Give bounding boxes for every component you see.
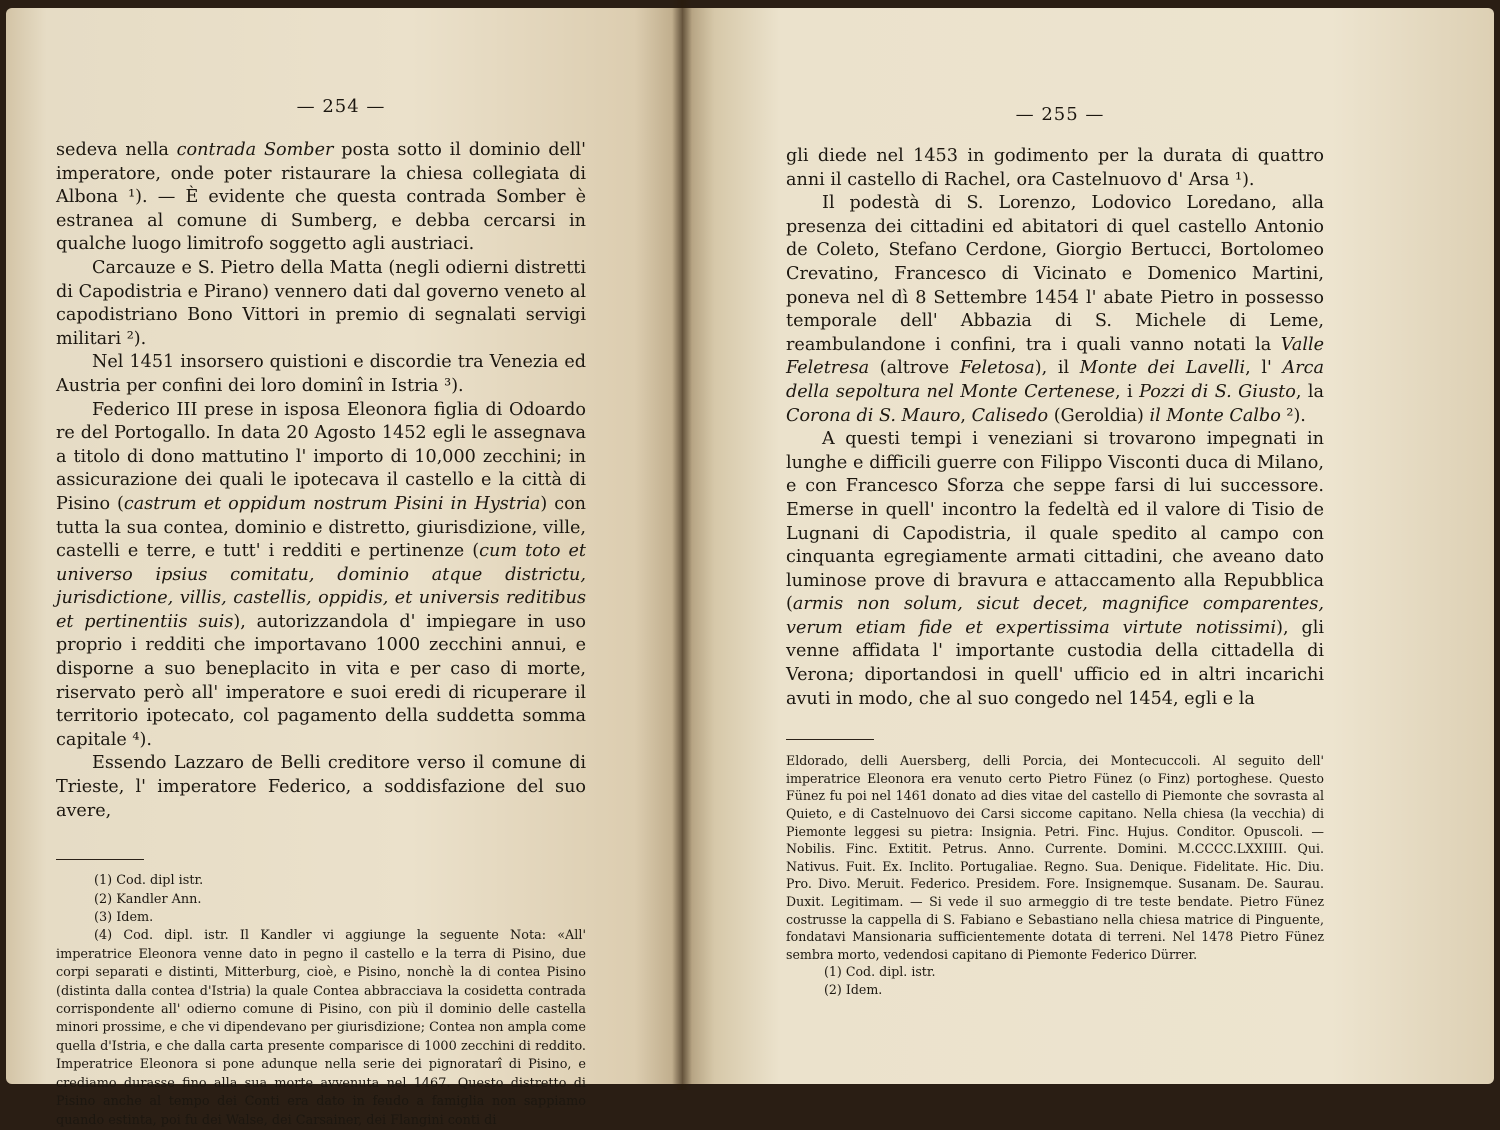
paragraph: Carcauze e S. Pietro della Matta (negli odierni distretti di Capodistria e Pirano) vennero dati dal governo veneto al capodistriano Bono Vittori in premio di segnalati servigi militari ²). bbox=[56, 257, 586, 349]
footnote: (1) Cod. dipl. istr. bbox=[824, 964, 936, 980]
paragraph: gli diede nel 1453 in godimento per la durata di quattro anni il castello di Rachel, ora Castelnuovo d' Arsa ¹). bbox=[786, 146, 1324, 190]
footnote: Eldorado, delli Auersberg, delli Porcia, dei Montecuccoli. Al seguito dell' imperatrice Eleonora era venuto certo Pietro Fünez (o Finz) portoghese. Questo Fünez fu poi nel 1461 donato ad dies vitae del castello di Piemonte che sovrasta al Quieto, e di Castelnuovo dei Carsi siccome capitano. Nella chiesa (la vecchia) di Piemonte leggesi su pietra: Insignia. Petri. Finc. Hujus. Conditor. Opuscoli. — Nobilis. Finc. Extitit. Petrus. Anno. Currente. Domini. M.CCCC.LXXIIII. Qui. Nativus. Fuit. Ex. Inclito. Portugaliae. Regno. Sua. Denique. Fidelitate. Hic. Diu. Pro. Divo. Meruit. Federico. Presidem. Fore. Insignemque. Susanam. De. Saurau. Duxit. Legitimam. — Si vede il suo armeggio di tre teste bendate. Pietro Fünez costrusse la cappella di S. Fabiano e Sebastiano nella chiesa matrice di Pinguente, fondatavi Mansionaria sufficientemente dotata di terreni. Nel 1478 Pietro Fünez sembra morto, vedendosi capitano di Piemonte Federico Dürrer. bbox=[786, 753, 1324, 962]
footnote: (1) Cod. dipl istr. bbox=[94, 873, 204, 889]
body-text bbox=[786, 145, 1324, 711]
footnote-rule bbox=[56, 859, 144, 860]
book-gutter bbox=[672, 0, 692, 1090]
footnote: (2) Kandler Ann. bbox=[94, 891, 202, 907]
footnotes bbox=[786, 752, 1324, 998]
footnote: (4) Cod. dipl. istr. Il Kandler vi aggiunge la seguente Nota: «All' imperatrice Eleonora venne dato in pegno il castello e la terra di Pisino, due corpi separati e distinti, Mitterburg, cioè, e Pisino, nonchè la di contea Pisino (distinta dalla contea d'Istria) la quale Contea abbracciava la cosidetta contrada corrispondente all' odierno comune di Pisino, con più il dominio delle castella minori prossime, e che vi dipendevano per giurisdizione; Contea non ampla come quella d'Istria, e che dalla carta presente comparisce di 1000 zecchini di reddito. Imperatrice Eleonora si pone adunque nella serie dei pignoratarî di Pisino, e crediamo durasse fino alla sua morte avvenuta nel 1467. Questo distretto di Pisino anche al tempo dei Conti era dato in feudo a famiglia non sappiamo quando estinta, poi fu dei Walse, dei Carsainer, dei Flangini conti di bbox=[56, 928, 586, 1128]
footnotes bbox=[56, 872, 586, 1130]
footnote: (2) Idem. bbox=[824, 981, 883, 997]
paragraph: Federico III prese in isposa Eleonora figlia di Odoardo re del Portogallo. In data 20 Agosto 1452 egli le assegnava a titolo di dono mattutino l' importo di 10,000 zecchini; in assicurazione dei quali le ipotecava il castello e la città di Pisino (castrum et oppidum nostrum Pisini in Hystria) con tutta la sua contea, dominio e distretto, giurisdizione, ville, castelli e terre, e tutt' i redditi e pertinenze (cum toto et universo ipsius comitatu, dominio atque districtu, jurisdictione, villis, castellis, oppidis, et universis reditibus et pertinentiis suis), autorizzandola d' impiegare in uso proprio i redditi che importavano 1000 zecchini annui, e disporne a suo beneplacito in vita e per caso di morte, riservato però all' imperatore e suoi eredi di ricuperare il territorio ipotecato, col pagamento della suddetta somma capitale ⁴). bbox=[56, 399, 586, 750]
body-text bbox=[56, 139, 586, 823]
paragraph: A questi tempi i veneziani si trovarono impegnati in lunghe e difficili guerre con Filippo Visconti duca di Milano, e con Francesco Sforza che seppe farsi di lui successore. Emerse in quell' incontro la fedeltà ed il valore di Tisio de Lugnani di Capodistria, il quale spedito al campo con cinquanta egregiamente armati cittadini, che aveano dato luminose prove di bravura e attaccamento alla Repubblica (armis non solum, sicut decet, magnifice comparentes, verum etiam fide et expertissima virtute notissimi), gli venne affidata l' importante custodia della cittadella di Verona; diportandosi in quell' ufficio ed in altri incarichi avuti in modo, che al suo congedo nel 1454, egli e la bbox=[786, 429, 1324, 709]
right-page bbox=[682, 8, 1494, 1084]
paragraph: Nel 1451 insorsero quistioni e discordie tra Venezia ed Austria per confini dei loro dominî in Istria ³). bbox=[56, 352, 586, 396]
paragraph: Essendo Lazzaro de Belli creditore verso il comune di Trieste, l' imperatore Federico, a soddisfazione del suo avere, bbox=[56, 753, 586, 821]
left-page bbox=[6, 8, 682, 1128]
paragraph: Il podestà di S. Lorenzo, Lodovico Loredano, alla presenza dei cittadini ed abitatori di quel castello Antonio de Coleto, Stefano Cerdone, Giorgio Bertucci, Bortolomeo Crevatino, Francesco di Vicinato e Domenico Martini, poneva nel dì 8 Settembre 1454 l' abate Pietro in possesso temporale dell' Abbazia di S. Michele di Leme, reambulandone i confini, tra i quali vanno notati la Valle Feletresa (altrove Feletosa), il Monte dei Lavelli, l' Arca della sepoltura nel Monte Certenese, i Pozzi di S. Giusto, la Corona di S. Mauro, Calisedo (Geroldia) il Monte Calbo ²). bbox=[786, 193, 1324, 426]
page-number: — 255 — bbox=[1015, 104, 1105, 125]
page-number: — 254 — bbox=[296, 96, 386, 117]
paragraph: sedeva nella contrada Somber posta sotto il dominio dell' imperatore, onde poter ristaurare la chiesa collegiata di Albona ¹). — È evidente che questa contrada Somber è estranea al comune di Sumberg, e debba cercarsi in qualche luogo limitrofo soggetto agli austriaci. bbox=[56, 140, 587, 255]
footnote: (3) Idem. bbox=[94, 910, 154, 926]
footnote-rule bbox=[786, 739, 874, 740]
